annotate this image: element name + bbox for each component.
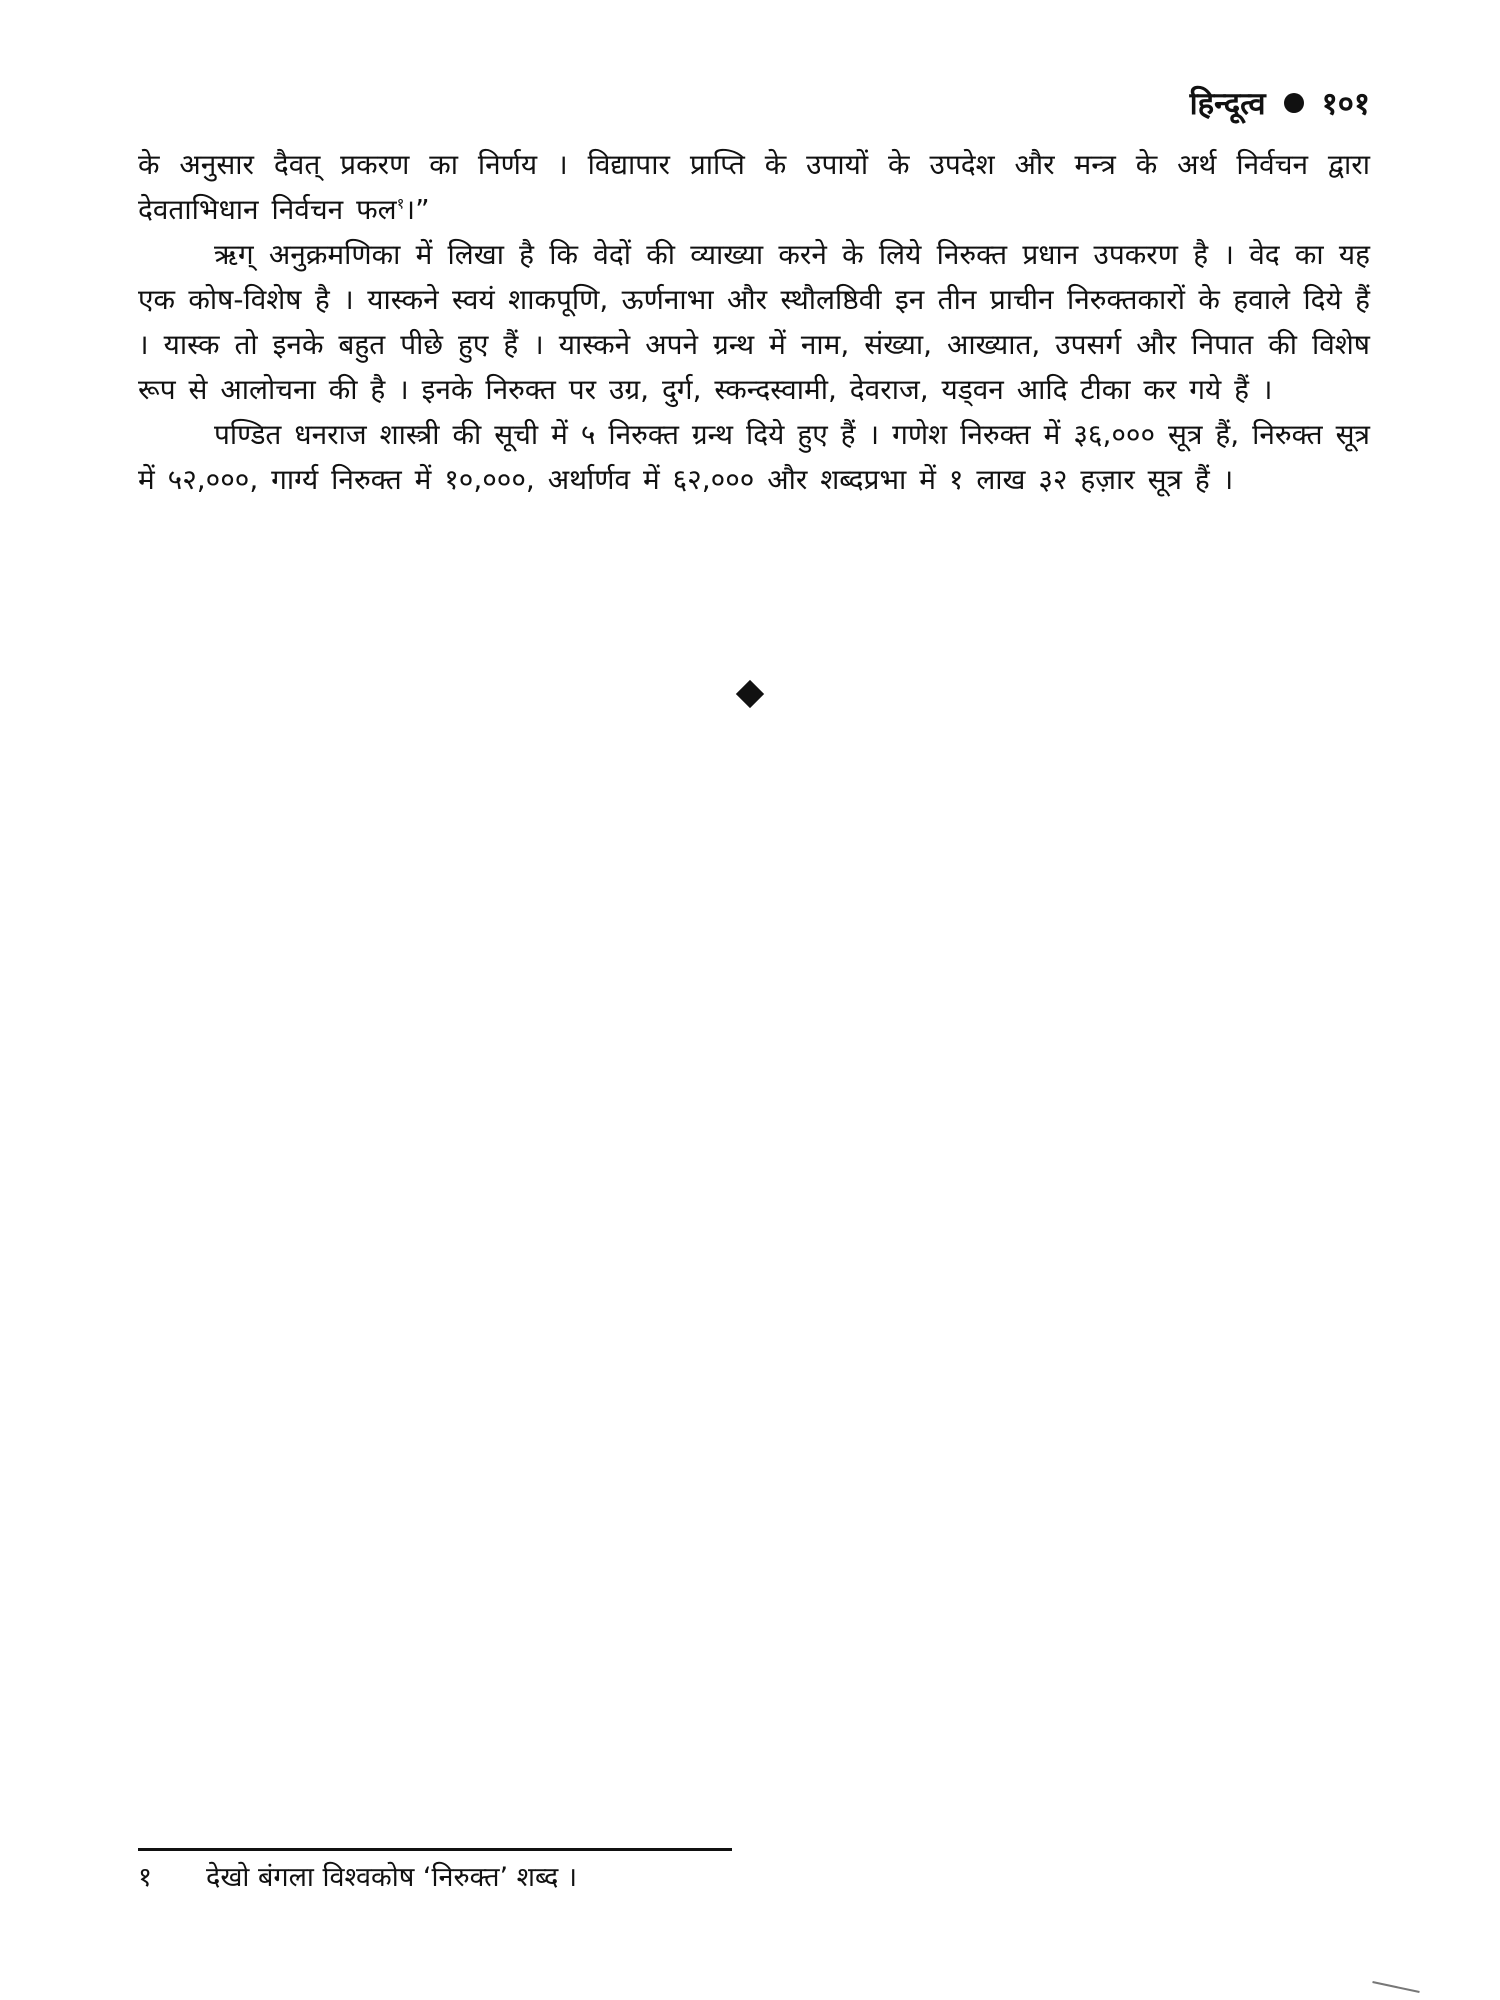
body-text [138,142,1370,502]
book-title: हिन्दूत्व [1189,86,1266,122]
footnote-reference: १ [396,194,405,213]
page-number: १०१ [1321,86,1370,122]
closing-quote: ।” [404,193,430,226]
footnote [138,1858,577,1898]
diamond-ornament-icon [736,680,764,708]
bullet-separator-icon [1284,93,1304,113]
footnote-text: देखो बंगला विश्वकोष ‘निरुक्त’ शब्द । [206,1862,578,1893]
paragraph-1-text: के अनुसार दैवत् प्रकरण का निर्णय । विद्यापार प्राप्ति के उपायों के उपदेश और मन्त्र के अर्थ निर्वचन द्वारा देवताभिधान निर्वचन फल [138,148,1370,226]
paragraph-1 [138,142,1370,232]
footnote-marker: १ [138,1862,153,1893]
paragraph-2: ऋग् अनुक्रमणिका में लिखा है कि वेदों की व्याख्या करने के लिये निरुक्त प्रधान उपकरण है । वेद का यह एक कोष-विशेष है । यास्कने स्वयं शाकपूणि, ऊर्णनाभा और स्थौलष्ठिवी इन तीन प्राचीन निरुक्तकारों के हवाले दिये हैं । यास्क तो इनके बहुत पीछे हुए हैं । यास्कने अपने ग्रन्थ में नाम, संख्या, आख्यात, उपसर्ग और निपात की विशेष रूप से आलोचना की है । इनके निरुक्त पर उग्र, दुर्ग, स्कन्दस्वामी, देवराज, यड्वन आदि टीका कर गये हैं । [138,238,1370,406]
scan-artifact [1372,1981,1419,1993]
running-header [1190,82,1370,124]
footnote-divider [138,1848,732,1851]
paragraph-3: पण्डित धनराज शास्त्री की सूची में ५ निरुक्त ग्रन्थ दिये हुए हैं । गणेश निरुक्त में ३६,००० सूत्र हैं, निरुक्त सूत्र में ५२,०००, गार्ग्य निरुक्त में १०,०००, अर्थार्णव में ६२,००० और शब्दप्रभा में १ लाख ३२ हज़ार सूत्र हैं । [138,418,1370,496]
